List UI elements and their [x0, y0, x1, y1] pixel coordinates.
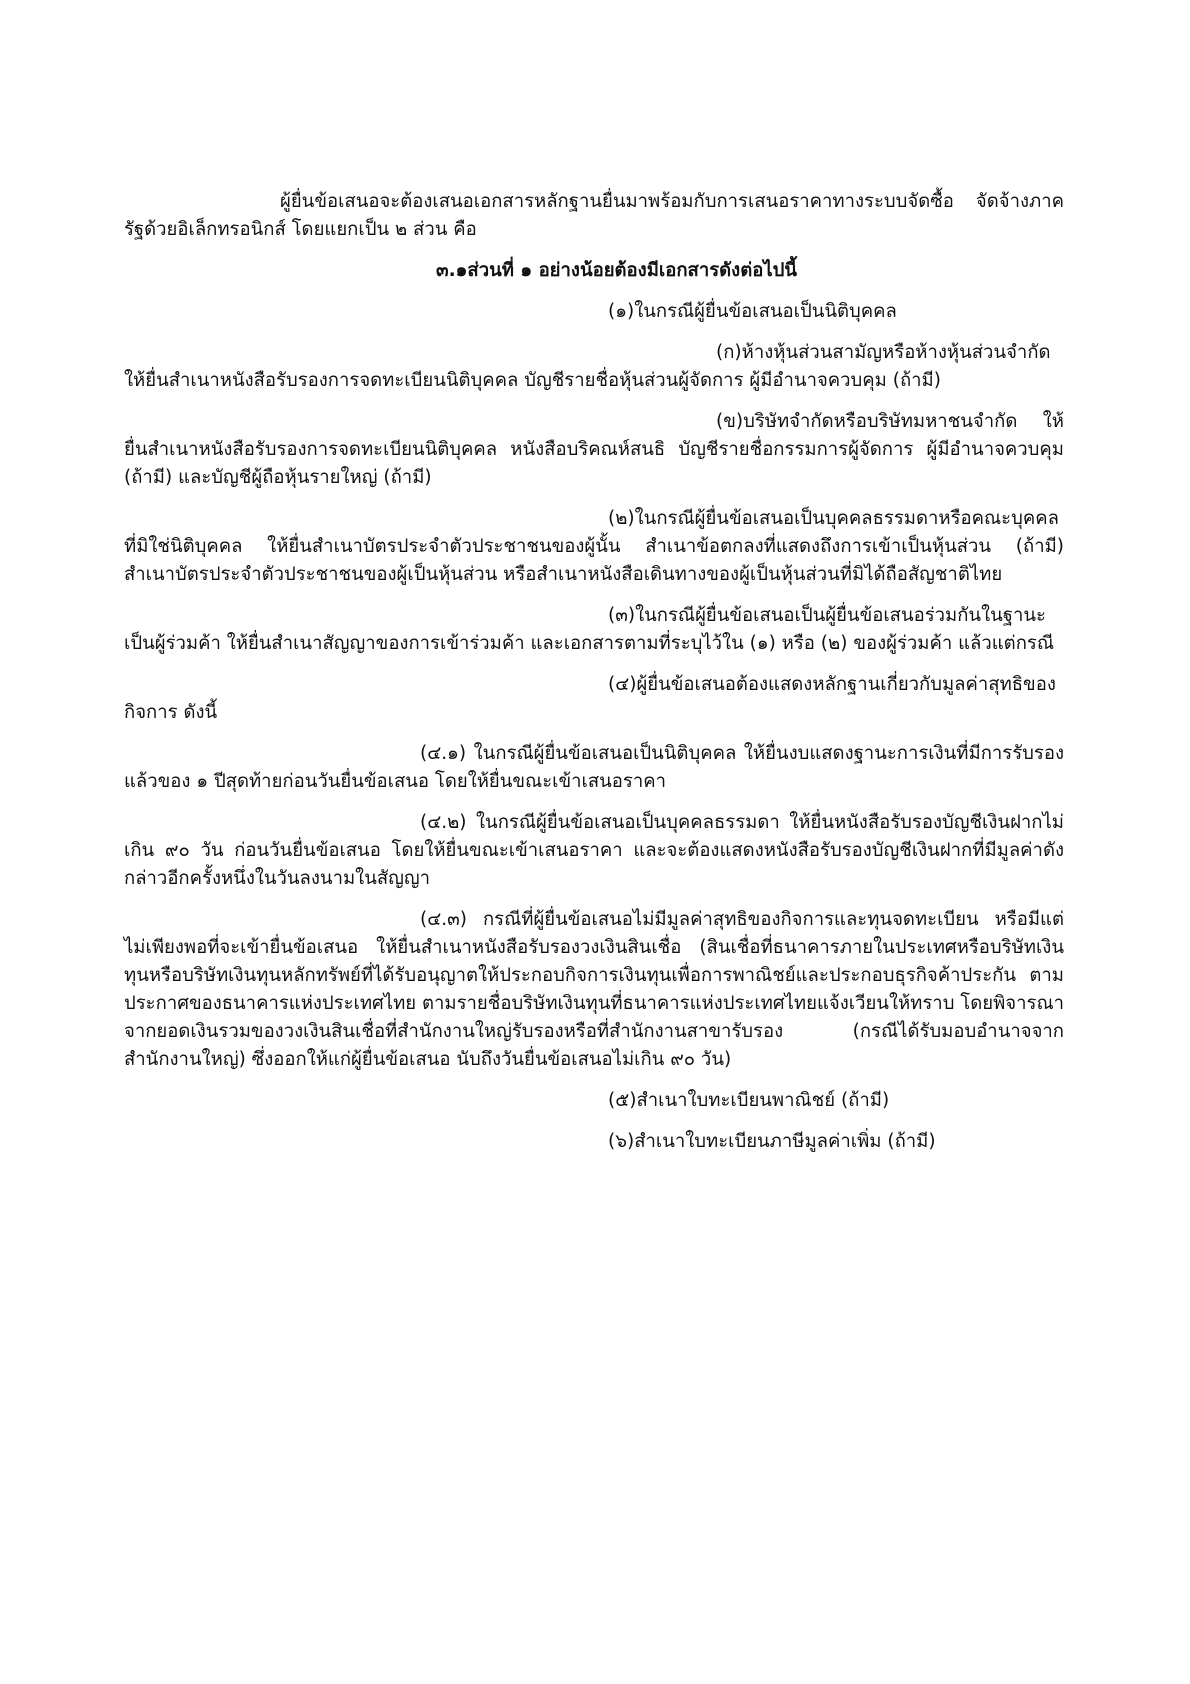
section-number: ๓.๑ [436, 260, 468, 281]
item-5 [124, 1087, 1064, 1115]
item-4-2 [124, 809, 1064, 893]
item-3 [124, 602, 1064, 658]
item-2 [124, 505, 1064, 589]
item-number: (๔.๓) [420, 909, 467, 930]
item-6 [124, 1128, 1064, 1156]
intro-paragraph [124, 188, 1064, 244]
item-number: (๑) [608, 301, 635, 322]
item-text: กรณีที่ผู้ยื่นข้อเสนอไม่มีมูลค่าสุทธิของกิจการและทุนจดทะเบียน หรือมีแต่ไม่เพียงพอที่จะเข้ายื่นข้อเสนอ ให้ยื่นสำเนาหนังสือรับรองวงเงินสินเชื่อ (สินเชื่อที่ธนาคารภายในประเทศหรือบริษัทเงินทุนหรือบริษัทเงินทุนหลักทรัพย์ที่ได้รับอนุญาตให้ประกอบกิจการเงินทุนเพื่อการพาณิชย์และประกอบธุรกิจค้าประกัน ตามประกาศของธนาคารแห่งประเทศไทย ตามรายชื่อบริษัทเงินทุนที่ธนาคารแห่งประเทศไทยแจ้งเวียนให้ทราบ โดยพิจารณาจากยอดเงินรวมของวงเงินสินเชื่อที่สำนักงานใหญ่รับรองหรือที่สำนักงานสาขารับรอง (กรณีได้รับมอบอำนาจจากสำนักงานใหญ่) ซึ่งออกให้แก่ผู้ยื่นข้อเสนอ นับถึงวันยื่นข้อเสนอไม่เกิน ๙๐ วัน) [124, 909, 1065, 1070]
item-text: ในกรณีผู้ยื่นข้อเสนอเป็นนิติบุคคล ให้ยื่นงบแสดงฐานะการเงินที่มีการรับรองแล้วของ ๑ ปีสุดท้ายก่อนวันยื่นข้อเสนอ โดยให้ยื่นขณะเข้าเสนอราคา [124, 743, 1064, 792]
item-number: (ข) [716, 411, 744, 432]
document-body [124, 188, 1064, 1169]
item-text: ในกรณีผู้ยื่นข้อเสนอเป็นนิติบุคคล [634, 301, 897, 322]
item-1a [124, 339, 1064, 395]
item-1 [124, 298, 1064, 326]
item-4-1 [124, 740, 1064, 796]
item-text: ในกรณีผู้ยื่นข้อเสนอเป็นผู้ยื่นข้อเสนอร่วมกันในฐานะเป็นผู้ร่วมค้า ให้ยื่นสำเนาสัญญาของการเข้าร่วมค้า และเอกสารตามที่ระบุไว้ใน (๑) หรือ (๒) ของผู้ร่วมค้า แล้วแต่กรณี [124, 605, 1054, 654]
item-number: (๓) [608, 605, 636, 626]
item-text: ในกรณีผู้ยื่นข้อเสนอเป็นบุคคลธรรมดาหรือคณะบุคคลที่มิใช่นิติบุคคล ให้ยื่นสำเนาบัตรประจำตัวประชาชนของผู้นั้น สำเนาข้อตกลงที่แสดงถึงการเข้าเป็นหุ้นส่วน (ถ้ามี) สำเนาบัตรประจำตัวประชาชนของผู้เป็นหุ้นส่วน หรือสำเนาหนังสือเดินทางของผู้เป็นหุ้นส่วนที่มิได้ถือสัญชาติไทย [124, 508, 1064, 585]
item-number: (ก) [716, 342, 742, 363]
item-text: ในกรณีผู้ยื่นข้อเสนอเป็นบุคคลธรรมดา ให้ยื่นหนังสือรับรองบัญชีเงินฝากไม่เกิน ๙๐ วัน ก่อนวันยื่นข้อเสนอ โดยให้ยื่นขณะเข้าเสนอราคา และจะต้องแสดงหนังสือรับรองบัญชีเงินฝากที่มีมูลค่าดังกล่าวอีกครั้งหนึ่งในวันลงนามในสัญญา [124, 812, 1064, 889]
item-number: (๕) [608, 1090, 637, 1111]
item-4 [124, 671, 1064, 727]
item-text: สำเนาใบทะเบียนพาณิชย์ (ถ้ามี) [636, 1090, 890, 1111]
item-number: (๖) [608, 1131, 635, 1152]
item-number: (๒) [608, 508, 635, 529]
item-text: สำเนาใบทะเบียนภาษีมูลค่าเพิ่ม (ถ้ามี) [634, 1131, 936, 1152]
item-text: ห้างหุ้นส่วนสามัญหรือห้างหุ้นส่วนจำกัด ให้ยื่นสำเนาหนังสือรับรองการจดทะเบียนนิติบุคคล บัญชีรายชื่อหุ้นส่วนผู้จัดการ ผู้มีอำนาจควบคุม (ถ้ามี) [124, 342, 1051, 391]
item-number: (๔) [608, 674, 637, 695]
item-4-3 [124, 906, 1064, 1074]
item-number: (๔.๒) [420, 812, 467, 833]
item-text: ผู้ยื่นข้อเสนอต้องแสดงหลักฐานเกี่ยวกับมูลค่าสุทธิของกิจการ ดังนี้ [124, 674, 1056, 723]
item-number: (๔.๑) [420, 743, 467, 764]
section-3-1-heading [124, 257, 1064, 285]
section-title: ส่วนที่ ๑ อย่างน้อยต้องมีเอกสารดังต่อไปนี้ [467, 260, 798, 281]
intro-text: ผู้ยื่นข้อเสนอจะต้องเสนอเอกสารหลักฐานยื่นมาพร้อมกับการเสนอราคาทางระบบจัดซื้อ จัดจ้างภาครัฐด้วยอิเล็กทรอนิกส์ โดยแยกเป็น ๒ ส่วน คือ [124, 191, 1064, 240]
item-text: บริษัทจำกัดหรือบริษัทมหาชนจำกัด ให้ยื่นสำเนาหนังสือรับรองการจดทะเบียนนิติบุคคล หนังสือบริคณห์สนธิ บัญชีรายชื่อกรรมการผู้จัดการ ผู้มีอำนาจควบคุม (ถ้ามี) และบัญชีผู้ถือหุ้นรายใหญ่ (ถ้ามี) [124, 411, 1064, 488]
item-1b [124, 408, 1064, 492]
